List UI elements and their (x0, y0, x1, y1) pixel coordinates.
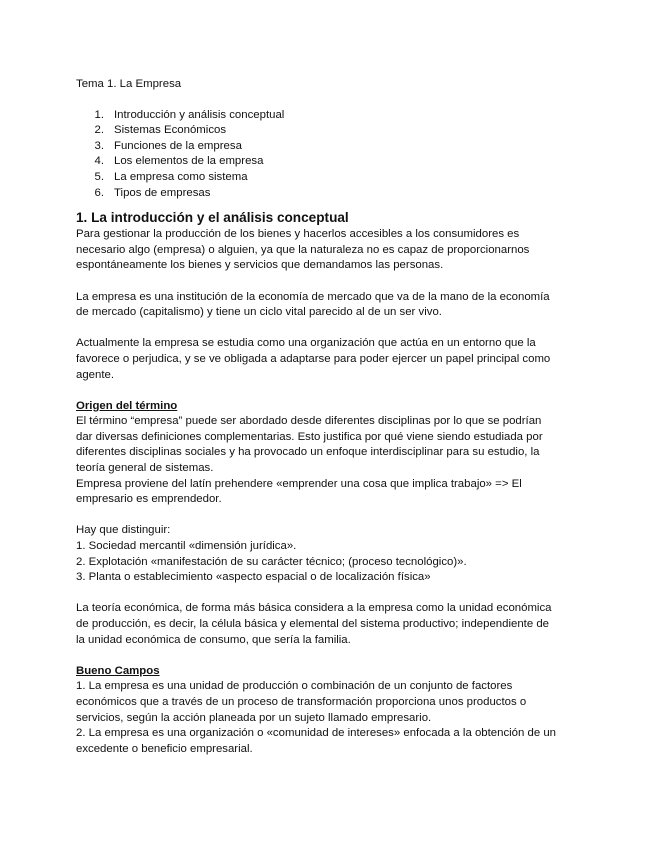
origen-heading: Origen del término (76, 399, 178, 412)
toc-item (76, 170, 576, 186)
text-line: de mercado (capitalismo) y tiene un ciclo vital parecido al de un ser vivo. (76, 306, 442, 319)
toc-item (76, 186, 576, 202)
text-line: Hay que distinguir: (76, 524, 171, 537)
toc-number: 5. (94, 170, 104, 183)
institution-paragraph (76, 290, 576, 321)
toc-item (76, 139, 576, 155)
bueno-campos-paragraph (76, 679, 576, 757)
toc-number: 1. (94, 108, 104, 121)
section-heading: 1. La introducción y el análisis conceptual (76, 210, 349, 226)
organization-paragraph (76, 336, 576, 383)
toc-item (76, 154, 576, 170)
text-line: excedente o beneficio empresarial. (76, 742, 253, 755)
text-line: Empresa proviene del latín prehendere «emprender una cosa que implica trabajo» => El (76, 477, 522, 490)
text-line: 1. Sociedad mercantil «dimensión jurídica». (76, 540, 297, 553)
toc-number: 6. (94, 186, 104, 199)
text-line: empresario es emprendedor. (76, 493, 222, 506)
text-line: 3. Planta o establecimiento «aspecto espacial o de localización física» (76, 571, 431, 584)
text-line: dar diversas definiciones complementarias. Esto justifica por qué viene siendo estudiada por (76, 430, 543, 443)
text-line: favorece o perjudica, y se ve obligada a adaptarse para poder ejercer un papel principal como (76, 352, 551, 365)
toc-number: 2. (94, 124, 104, 137)
text-line: La teoría económica, de forma más básica considera a la empresa como la unidad económica (76, 602, 552, 615)
toc-label: Tipos de empresas (114, 186, 211, 199)
table-of-contents (76, 108, 576, 202)
text-line: la unidad económica de consumo, que sería la familia. (76, 633, 351, 646)
toc-label: Introducción y análisis conceptual (114, 108, 285, 121)
text-line: servicios, según la acción planeada por un sujeto llamado empresario. (76, 711, 432, 724)
text-line: espontáneamente los bienes y servicios que demandamos las personas. (76, 259, 444, 272)
toc-item (76, 123, 576, 139)
text-line: agente. (76, 368, 115, 381)
text-line: 2. Explotación «manifestación de su carácter técnico; (proceso tecnológico)». (76, 555, 467, 568)
toc-item (76, 108, 576, 124)
bueno-campos-heading: Bueno Campos (76, 664, 160, 677)
toc-label: La empresa como sistema (114, 170, 248, 183)
text-line: El término “empresa” puede ser abordado desde diferentes disciplinas por lo que se podrían (76, 415, 542, 428)
toc-number: 3. (94, 139, 104, 152)
teoria-paragraph (76, 601, 576, 648)
distinguir-list (76, 523, 576, 585)
text-line: 1. La empresa es una unidad de producción o combinación de un conjunto de factores (76, 680, 513, 693)
toc-label: Los elementos de la empresa (114, 155, 264, 168)
document-title: Tema 1. La Empresa (76, 78, 182, 90)
toc-label: Funciones de la empresa (114, 139, 242, 152)
text-line: económicos que a través de un proceso de transformación proporciona unos productos o (76, 695, 527, 708)
text-line: diferentes disciplinas sociales y ha provocado un enfoque interdisciplinar para su estudio, la (76, 446, 540, 459)
intro-paragraph (76, 227, 576, 274)
text-line: Actualmente la empresa se estudia como una organización que actúa en un entorno que la (76, 337, 536, 350)
text-line: de producción, es decir, la célula básica y elemental del sistema productivo; independiente de (76, 618, 550, 630)
text-line: La empresa es una institución de la economía de mercado que va de la mano de la economía (76, 290, 550, 303)
text-line: Para gestionar la producción de los bienes y hacerlos accesibles a los consumidores es (76, 228, 520, 241)
text-line: 2. La empresa es una organización o «comunidad de intereses» enfocada a la obtención de un (76, 727, 557, 740)
text-line: necesario algo (empresa) o alguien, ya que la naturaleza no es capaz de proporcionarnos (76, 243, 530, 256)
document-content (76, 77, 576, 757)
toc-label: Sistemas Económicos (114, 124, 227, 137)
text-line: teoría general de sistemas. (76, 462, 214, 475)
toc-number: 4. (94, 155, 104, 168)
origen-paragraph (76, 414, 576, 508)
